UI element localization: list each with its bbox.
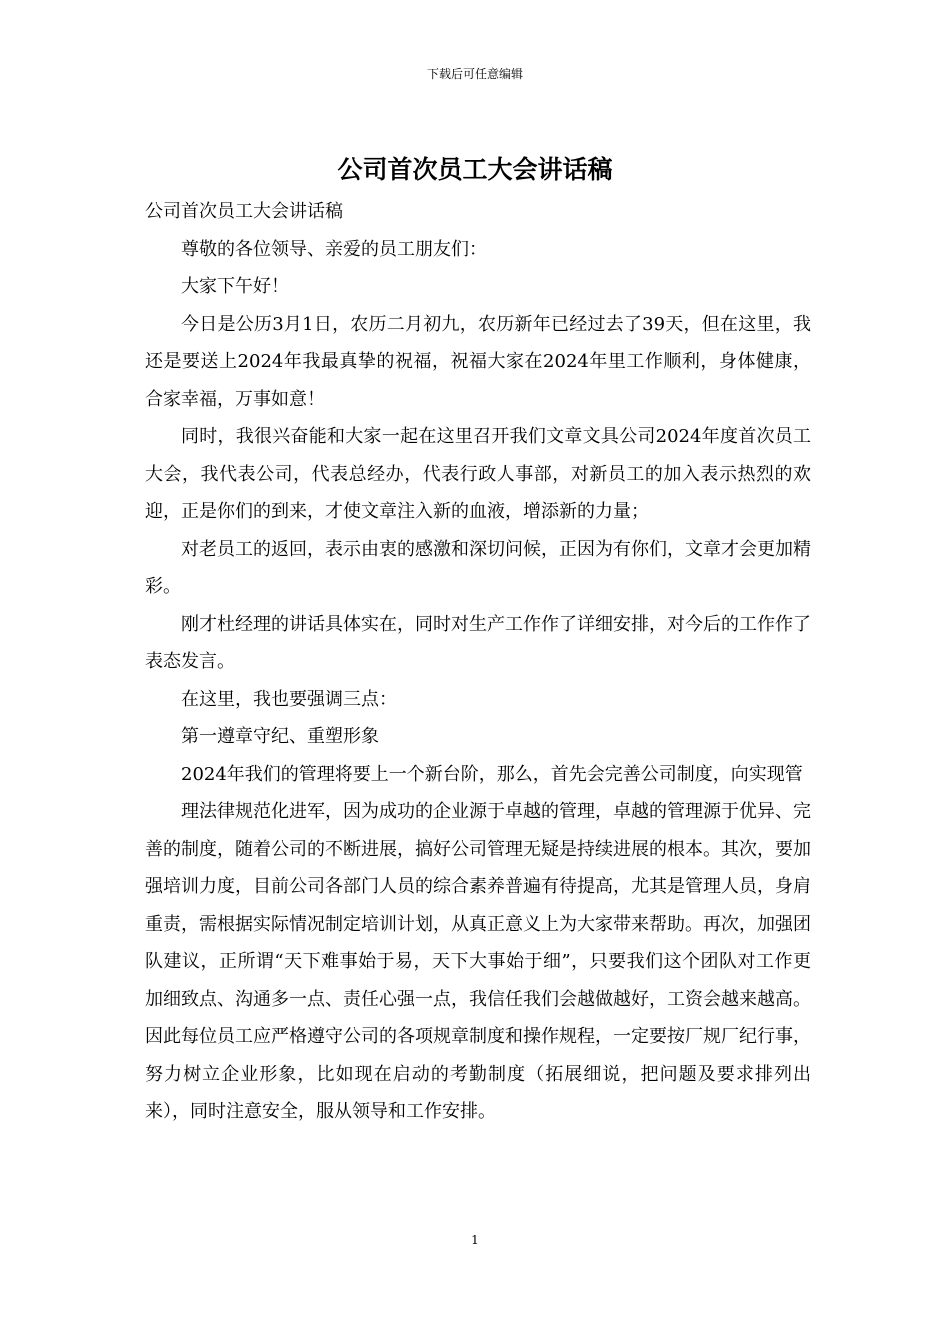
- section-heading: 第一遵章守纪、重塑形象: [181, 726, 379, 747]
- paragraph-greeting: 大家下午好！: [181, 276, 289, 297]
- document-title: 公司首次员工大会讲话稿: [337, 155, 613, 184]
- paragraph-salutation: 尊敬的各位领导、亲爱的员工朋友们：: [181, 238, 487, 260]
- paragraph-subtitle: 公司首次员工大会讲话稿: [145, 201, 343, 222]
- paragraph: 2024年我们的管理将要上一个新台阶，那么，首先会完善公司制度，向实现管: [181, 763, 803, 785]
- paragraph: 对老员工的返回，表示由衷的感激和深切问候，正因为有你们，文章才会更加精彩。: [145, 538, 811, 597]
- paragraph: 在这里，我也要强调三点：: [181, 688, 397, 710]
- page-number: 1: [471, 1233, 479, 1247]
- header-note: 下载后可任意编辑: [426, 67, 523, 81]
- paragraph: 今日是公历3月1日，农历二月初九，农历新年已经过去了39天，但在这里，我还是要送上2024年我最真挚的祝福，祝福大家在2024年里工作顺利，身体健康，合家幸福，万事如意！: [145, 313, 811, 410]
- paragraph: 理法律规范化进军，因为成功的企业源于卓越的管理，卓越的管理源于优异、完善的制度，随着公司的不断进展，搞好公司管理无疑是持续进展的根本。其次，要加强培训力度，目前公司各部门人员的综合素养普遍有待提高，尤其是管理人员，身肩重责，需根据实际情况制定培训计划，从真正意义上为大家带来帮助。再次，加强团队建议，正所谓“天下难事始于易，天下大事始于细”，只要我们这个团队对工作更加细致点、沟通多一点、责任心强一点，我信任我们会越做越好，工资会越来越高。因此每位员工应严格遵守公司的各项规章制度和操作规程，一定要按厂规厂纪行事，努力树立企业形象，比如现在启动的考勤制度（拓展细说，把问题及要求排列出来），同时注意安全，服从领导和工作安排。: [145, 801, 811, 1122]
- paragraph: 刚才杜经理的讲话具体实在，同时对生产工作作了详细安排，对今后的工作作了表态发言。: [145, 613, 811, 672]
- document-body: [145, 193, 811, 1131]
- paragraph: 同时，我很兴奋能和大家一起在这里召开我们文章文具公司2024年度首次员工大会，我代表公司，代表总经办，代表行政人事部，对新员工的加入表示热烈的欢迎，正是你们的到来，才使文章注入新的血液，增添新的力量；: [145, 426, 811, 522]
